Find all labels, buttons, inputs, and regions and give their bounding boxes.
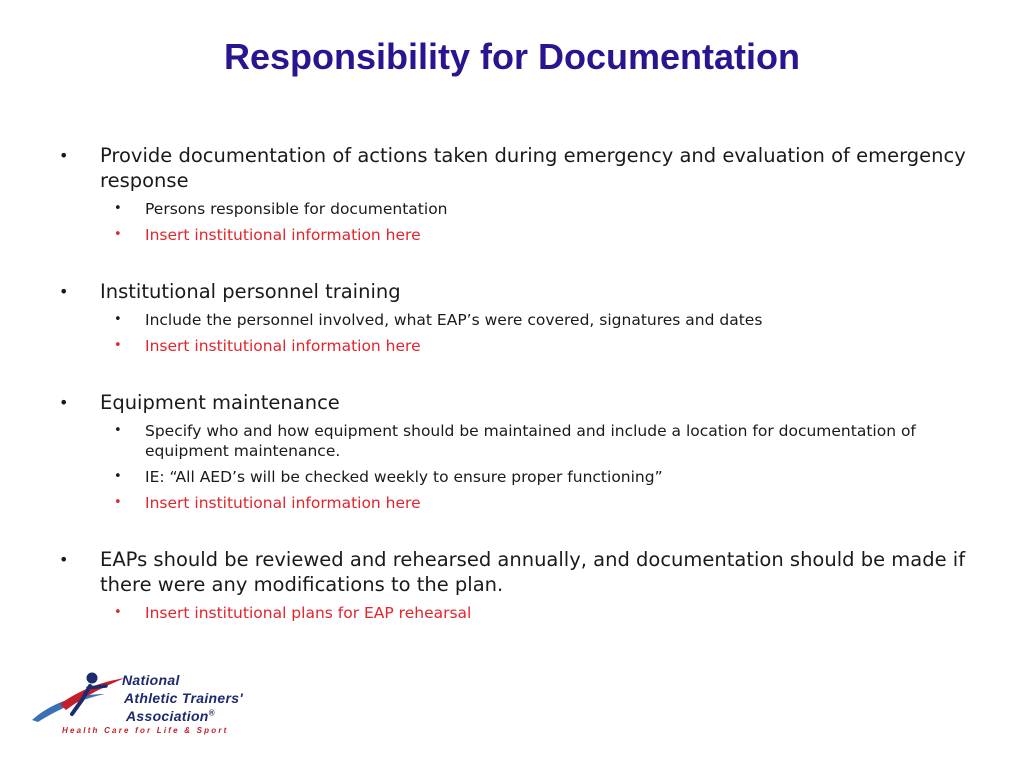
- sub-bullet-item: [56, 310, 966, 330]
- sub-bullet-item: [56, 467, 966, 487]
- logo-line-association: Association®: [126, 708, 215, 724]
- bullet-icon: •: [114, 423, 122, 438]
- registered-mark: ®: [208, 708, 215, 718]
- slide-title: Responsibility for Documentation: [223, 36, 801, 77]
- sub-bullet-text: Insert institutional plans for EAP rehearsal: [145, 604, 472, 622]
- sub-bullet-text: IE: “All AED’s will be checked weekly to ensure proper functioning”: [145, 468, 663, 486]
- bullet-text: Equipment maintenance: [100, 391, 340, 414]
- sub-bullet-text: Insert institutional information here: [145, 226, 421, 244]
- sub-bullet-item: [56, 336, 966, 356]
- bullet-icon: •: [114, 605, 122, 620]
- sub-bullet-text: Insert institutional information here: [145, 337, 421, 355]
- bullet-icon: •: [114, 227, 122, 242]
- bullet-item: [56, 279, 966, 304]
- bullet-icon: •: [114, 338, 122, 353]
- logo-line-athletic-trainers: Athletic Trainers': [124, 690, 243, 706]
- bullet-icon: •: [59, 550, 69, 569]
- nata-logo: [30, 664, 300, 744]
- bullet-icon: •: [59, 146, 69, 165]
- sub-bullet-item: [56, 603, 966, 623]
- bullet-item: [56, 390, 966, 415]
- bullet-item: [56, 547, 966, 597]
- bullet-item: [56, 143, 966, 193]
- sub-bullet-item: [56, 421, 966, 461]
- bullet-icon: •: [114, 495, 122, 510]
- bullet-icon: •: [114, 469, 122, 484]
- logo-line-national: National: [122, 672, 180, 688]
- bullet-icon: •: [59, 282, 69, 301]
- bullet-text: Provide documentation of actions taken during emergency and evaluation of emergency response: [100, 144, 966, 192]
- sub-bullet-text: Persons responsible for documentation: [145, 200, 448, 218]
- bullet-icon: •: [59, 393, 69, 412]
- bullet-text: Institutional personnel training: [100, 280, 401, 303]
- bullet-list: [56, 143, 966, 623]
- sub-bullet-text: Include the personnel involved, what EAP’s were covered, signatures and dates: [145, 311, 763, 329]
- logo-tagline: Health Care for Life & Sport: [62, 726, 229, 735]
- sub-bullet-item: [56, 493, 966, 513]
- bullet-text: EAPs should be reviewed and rehearsed annually, and documentation should be made if there were any modifications to the plan.: [100, 548, 966, 596]
- bullet-icon: •: [114, 312, 122, 327]
- sub-bullet-item: [56, 225, 966, 245]
- sub-bullet-item: [56, 199, 966, 219]
- sub-bullet-text: Insert institutional information here: [145, 494, 421, 512]
- sub-bullet-text: Specify who and how equipment should be maintained and include a location for documentation of equipment maintenance.: [145, 422, 916, 460]
- bullet-icon: •: [114, 201, 122, 216]
